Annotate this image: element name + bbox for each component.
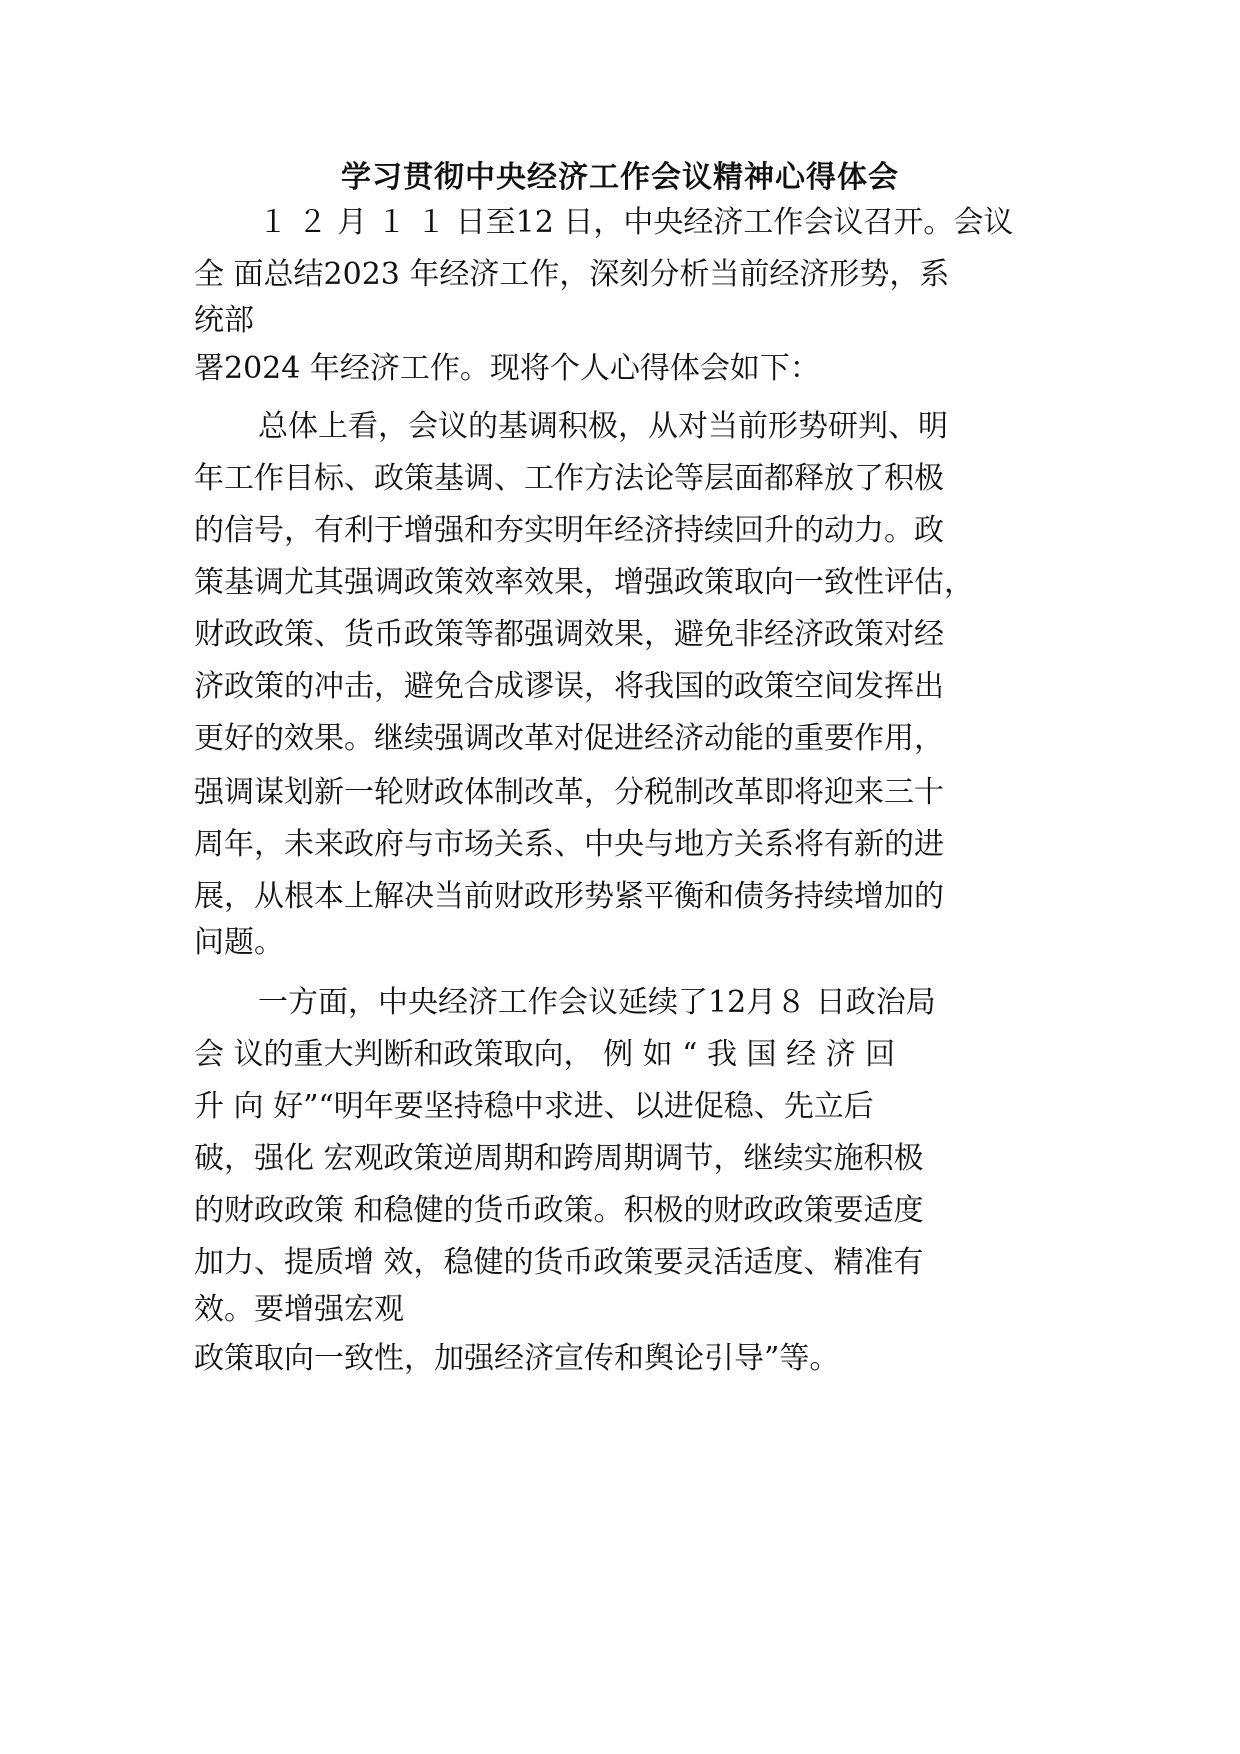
paragraph-line: 效。要增强宏观 bbox=[194, 1292, 404, 1327]
paragraph-line: 年工作目标、政策基调、工作方法论等层面都释放了积极 bbox=[194, 461, 944, 496]
paragraph-line: 破，强化 宏观政策逆周期和跨周期调节，继续实施积极 bbox=[194, 1141, 924, 1176]
document-title: 学习贯彻中央经济工作会议精神心得体会 bbox=[341, 160, 899, 195]
paragraph-line: 一方面，中央经济工作会议延续了12月８ 日政治局 bbox=[258, 985, 936, 1020]
paragraph-line: 升 向 好”“明年要坚持稳中求进、以进促稳、先立后 bbox=[194, 1089, 874, 1124]
paragraph-line: １ ２ 月 １ １ 日至12 日，中央经济工作会议召开。会议 bbox=[258, 205, 1014, 240]
paragraph-line: 全 面总结2023 年经济工作，深刻分析当前经济形势，系 bbox=[194, 257, 950, 292]
paragraph-line: 财政政策、货币政策等都强调效果，避免非经济政策对经 bbox=[194, 617, 944, 652]
paragraph-line: 更好的效果。继续强调改革对促进经济动能的重要作用， bbox=[194, 721, 944, 756]
paragraph-line: 问题。 bbox=[194, 925, 284, 960]
paragraph-line: 总体上看，会议的基调积极，从对当前形势研判、明 bbox=[258, 409, 948, 444]
paragraph-line: 的信号，有利于增强和夯实明年经济持续回升的动力。政 bbox=[194, 513, 944, 548]
paragraph-line: 会 议的重大判断和政策取向， 例 如 “ 我 国 经 济 回 bbox=[194, 1037, 896, 1072]
paragraph-line: 展，从根本上解决当前财政形势紧平衡和债务持续增加的 bbox=[194, 879, 944, 914]
paragraph-line: 署2024 年经济工作。现将个人心得体会如下： bbox=[194, 351, 820, 386]
paragraph-line: 统部 bbox=[194, 303, 254, 338]
paragraph-line: 济政策的冲击，避免合成谬误，将我国的政策空间发挥出 bbox=[194, 669, 944, 704]
paragraph-line: 强调谋划新一轮财政体制改革，分税制改革即将迎来三十 bbox=[194, 775, 944, 810]
paragraph-line: 策基调尤其强调政策效率效果，增强政策取向一致性评估， bbox=[194, 565, 974, 600]
paragraph-line: 政策取向一致性，加强经济宣传和舆论引导”等。 bbox=[194, 1341, 840, 1376]
paragraph-line: 周年，未来政府与市场关系、中央与地方关系将有新的进 bbox=[194, 827, 944, 862]
paragraph-line: 的财政政策 和稳健的货币政策。积极的财政政策要适度 bbox=[194, 1193, 924, 1228]
paragraph-line: 加力、提质增 效，稳健的货币政策要灵活适度、精准有 bbox=[194, 1245, 924, 1280]
